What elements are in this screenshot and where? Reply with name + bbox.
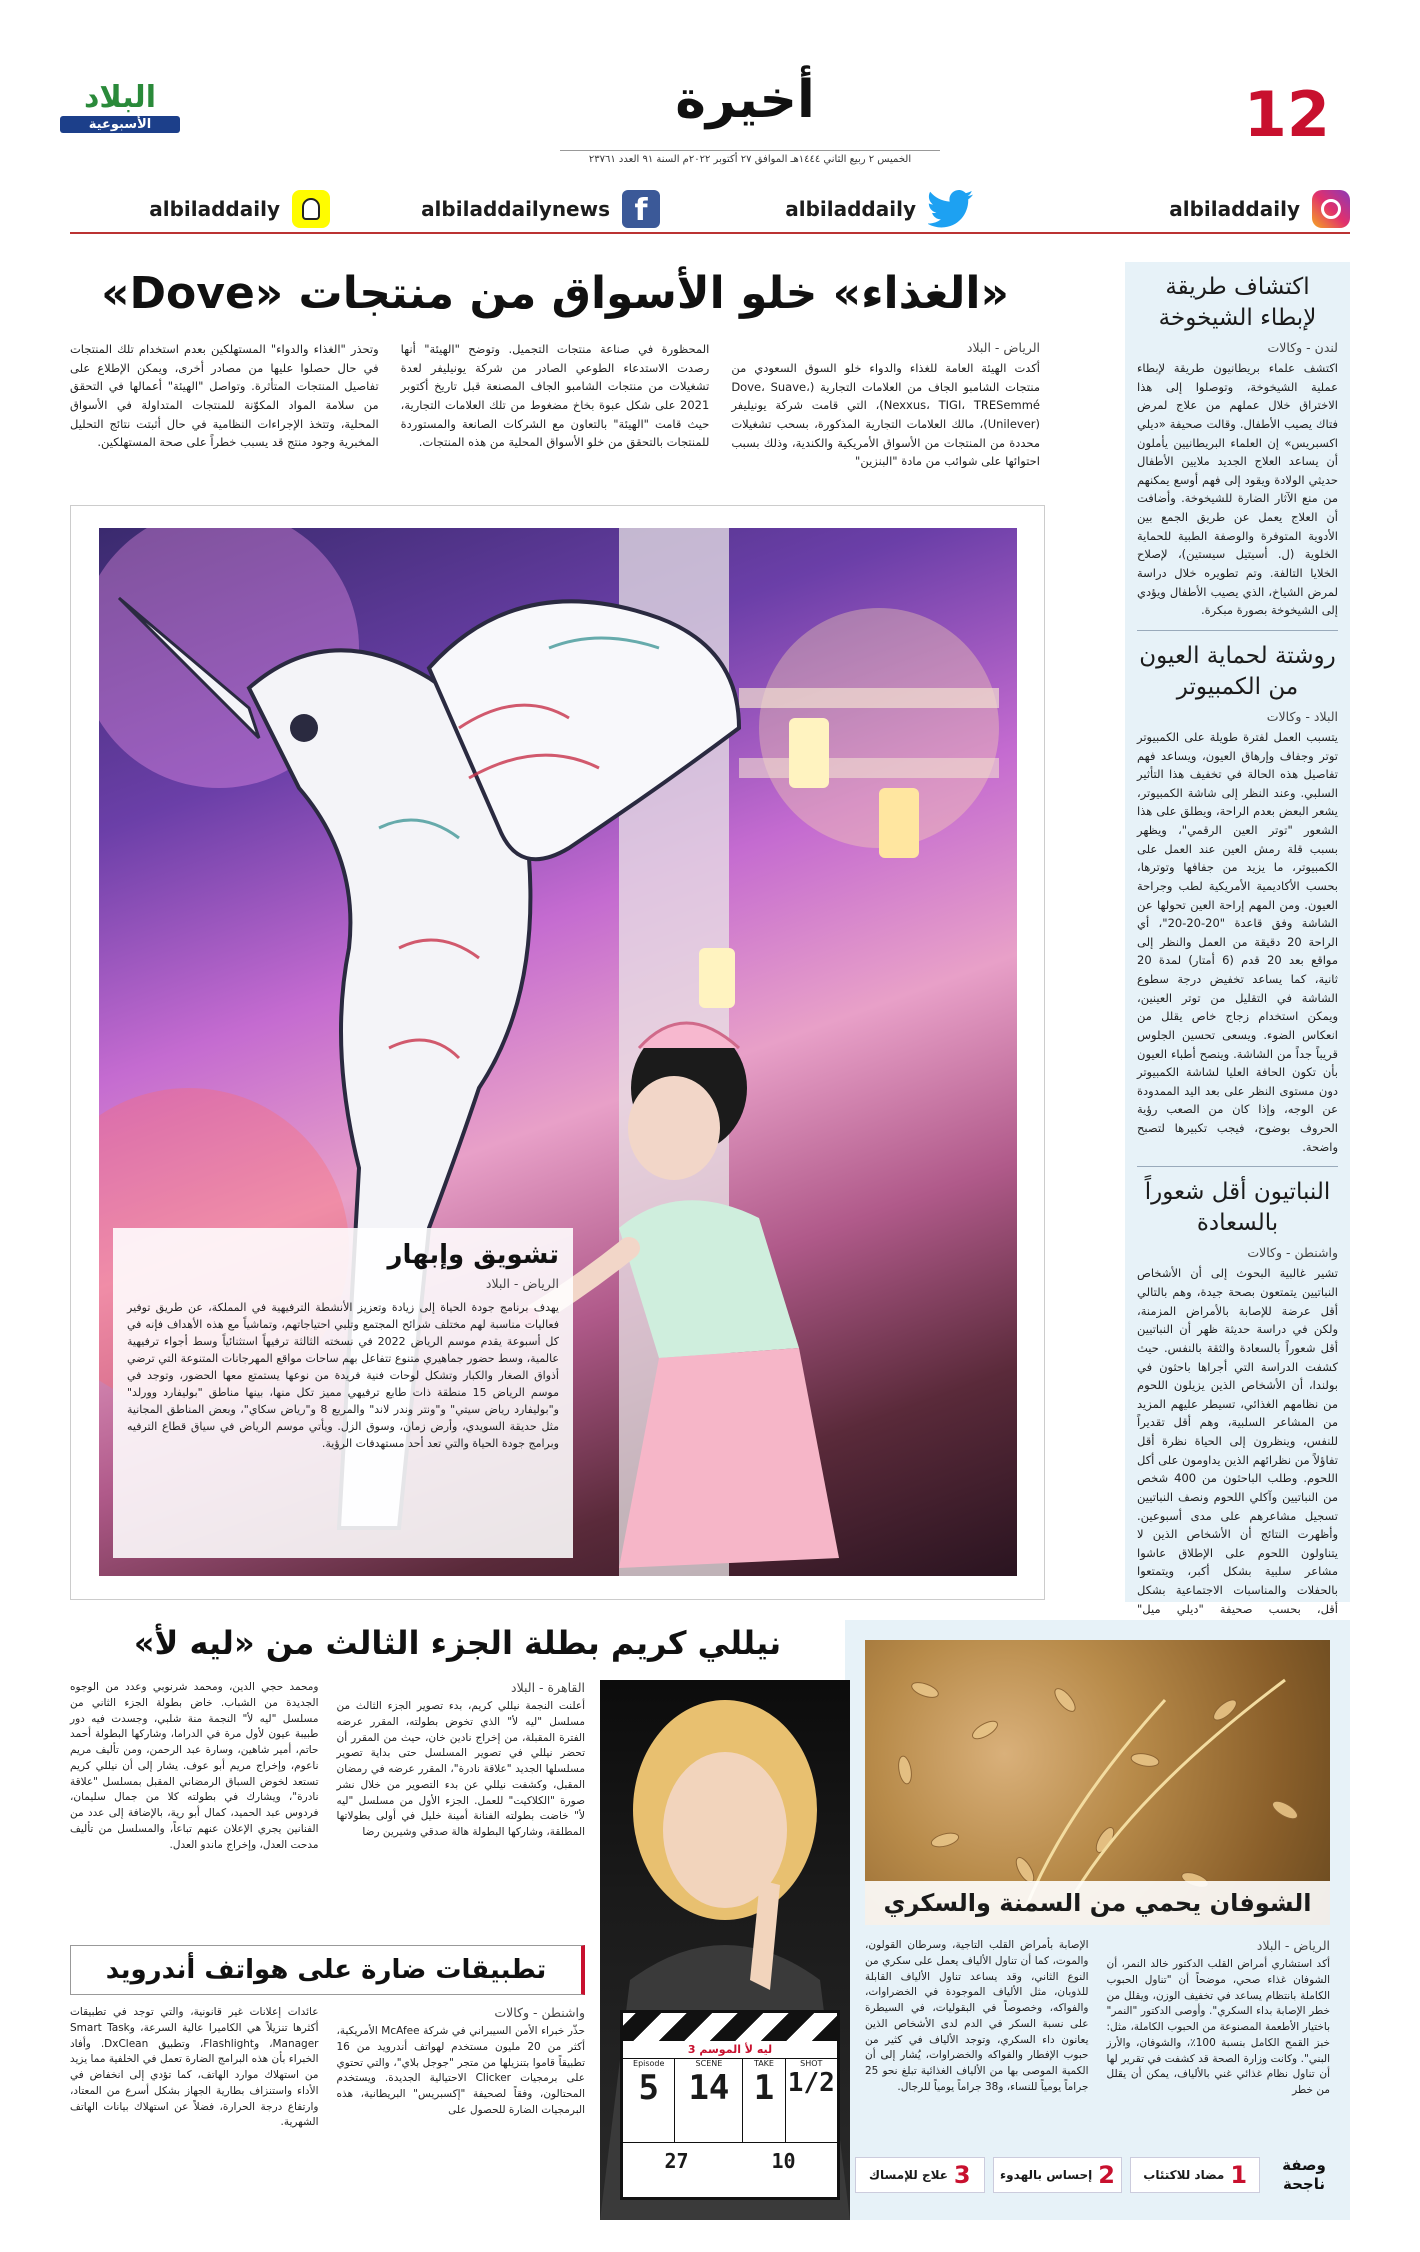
masthead xyxy=(60,70,1360,170)
oats-columns xyxy=(865,1938,1330,2128)
recipe-number: 1 xyxy=(1230,2161,1248,2189)
android-col-1-text: حذّر خبراء الأمن السيبراني في شركة McAfee الأمريكية، أكثر من 20 مليون مستخدم لهواتف أندرويد من 16 تطبيقاً قاموا بتنزيلها من متجر "جوجل بلاي"، والتي تحتوي على برمجيات Clicker الاحتيالية الجديدة. ويستخدم المحتالون، وفقاً لصحيفة "إكسبريس" البريطانية، هذه البرمجيات الضارة للحصول على xyxy=(336,2025,585,2116)
main-byline: الرياض - البلاد xyxy=(966,340,1040,355)
clapper-stripes xyxy=(623,2013,837,2041)
sidebar-body-aging: اكتشف علماء بريطانيون طريقة لإبطاء عملية الشيخوخة، وتوصلوا إلى هذا الاختراق خلال عملهم من علاج لمرض فتاك يصيب الأطفال. وقالت صحيفة «ديلي اكسبريس» إن العلماء البريطانيين يأملون أن يساعد العلاج الجديد ملايين الأطفال حديثي الولادة ويقود إلى فهم أوسع يمكنهم من منع الآثار الضارة للشيخوخة. وأضافت أن العلاج يعمل عن طريق الجمع بين الأدوية المتوفرة والوصفة الطبية للحماية الخلوية (ل. أسيتيل سيستين)، لإصلاح الخلايا التالفة. وتم تطويره خلال دراسة لمرض الشياخ، الذي يصيب الأطفال ويؤدي إلى الشيخوخة بصورة مبكرة. xyxy=(1137,361,1338,618)
oats-col-2-text: الإصابة بأمراض القلب التاجية، وسرطان القولون، والموت، كما أن تناول الألياف يعمل على سكري من النوع الثاني، وقد يساعد تناول الألياف القابلة للذوبان، مثل الألياف الموجودة في الخضراوات، والفواكه، وخصوصاً في البقوليات، في السيطرة على نسبة السكر في الدم لدى الأشخاص الذين يعانون داء السكري، وتوجد الألياف في كثير من حبوب الإفطار والفواكه والخضراوات، يُشار إلى أن الكمية الموصى بها من الألياف الغذائية تبلغ نحو 25 جراماً يومياً للنساء، و38 جراماً يومياً للرجال. xyxy=(865,1939,1089,2093)
android-headline-box xyxy=(70,1945,585,1995)
twitter-handle: albiladdaily xyxy=(785,197,916,221)
facebook-icon: f xyxy=(622,190,660,228)
recipe-text: مضاد للاكتئاب xyxy=(1143,2168,1225,2182)
festival-photo xyxy=(99,528,1017,1576)
android-col-1 xyxy=(337,2005,586,2220)
recipe-label: وصفة ناجحة xyxy=(1282,2155,1326,2193)
clapper-scene: 14 xyxy=(688,2068,730,2108)
android-col-2 xyxy=(70,2005,319,2220)
clapper-shot-label: SHOT xyxy=(800,2059,823,2068)
clapperboard xyxy=(620,2010,840,2200)
oats-headline: الشوفان يحمي من السمنة والسكري xyxy=(865,1881,1330,1925)
main-col-2 xyxy=(401,340,710,490)
clapper-take-label: TAKE xyxy=(753,2059,774,2068)
main-col-2-text: المحظورة في صناعة منتجات التجميل. وتوضح "الهيئة" أنها رصدت الاستدعاء الطوعي الصادر من شركة يونيليفر لعدة تشغيلات من منتجات الشامبو الجاف المصنعة قبل تاريخ أكتوبر 2021 على شكل عبوة بخاخ مضغوط من تلك العلامات التجارية، حيث قامت "الهيئة" بالتعاون مع الشركات الصانعة والمستوردة للمنتجات بالتحقق من خلو الأسواق المحلية من هذه المنتجات. xyxy=(400,342,710,450)
main-col-3-text: وتحذر "الغذاء والدواء" المستهلكين بعدم استخدام تلك المنتجات في حال حصلوا عليها من مصادر أخرى، ويمكن الإطلاع على تفاصيل المنتجات المتأثرة. وتواصل "الهيئة" أعمالها في التحقق من سلامة المواد المكوّنة للمنتجات المتداولة في الأسواق المحلية، وتتخذ الإجراءات النظامية في حال أثبتت نتائج التحليل المخبرية وجود منتج قد يسبب خطراً على صحة المستهلكين. xyxy=(69,342,379,450)
instagram-handle: albiladdaily xyxy=(1169,197,1300,221)
photo-frame xyxy=(70,505,1045,1600)
clapper-grid xyxy=(623,2059,837,2143)
clapper-cell-shot xyxy=(786,2059,837,2142)
main-story-columns xyxy=(70,340,1040,490)
nelly-col-2 xyxy=(70,1680,319,1935)
oats-story xyxy=(845,1620,1350,2220)
sidebar-body-eyes: يتسبب العمل لفترة طويلة على الكمبيوتر توتر وجفاف وإرهاق العيون، ويساعد فهم تفاصيل هذه الحالة في تخفيف هذا التأثير السلبي. وعند النظر إلى شاشة الكمبيوتر، يشعر البعض بعدم الراحة، ويطلق على هذا الشعور "توتر العين الرقمي"، ويظهر بسبب قلة رمش العين عند العمل على الكمبيوتر، ما يزيد من جفافها وتوترها، بحسب الأكاديمية الأمريكية لطب وجراحة العيون. ومن المهم إراحة العين تحولها عن الشاشة وفق قاعدة "20-20-20"، أي الراحة 20 دقيقة من العمل والنظر إلى مواقع بعد 20 قدم (6 أمتار) لمدة 20 ثانية، كما يساعد تخفيض درجة سطوع الشاشة في التقليل من توتر العينين، ويمكن استخدام زجاج خاص يقلل من انعكاس الضوء. ويسعى تحسين الجلوس قريباً جداً من الشاشة. وينصح أطباء العيون بأن تكون الحافة العليا لشاشة الكمبيوتر دون مستوى النظر على بعد اليد الممدودة عن الوجه، وإذا كان من الصعب رؤية الحروف بوضوح، فيجب تكبيرها لتصبح واضحة. xyxy=(1137,729,1339,1154)
sidebar-story-aging xyxy=(1137,272,1338,620)
instagram-icon xyxy=(1312,190,1350,228)
date-line: الخميس ٢ ربيع الثاني ١٤٤٤هـ الموافق ٢٧ أكتوبر ٢٠٢٢م السنة ٩١ العدد ٢٣٧٦١ xyxy=(560,150,940,165)
photo-caption-box xyxy=(113,1228,573,1558)
photo-story-byline: الرياض - البلاد xyxy=(485,1276,559,1291)
nelly-col-2-text: ومحمد حجي الدين، ومحمد شرنوبي وعدد من الوجوه الجديدة من الشباب. خاض بطولة الجزء الثاني من مسلسل "ليه لأ" النجمة منة شلبي، وجسدت فيه دور طبيبة عيون لأول مرة في الدراما، وشاركها البطولة أحمد حاتم، أمير شاهين، وسارة عبد الرحمن، ومن تأليف مريم ناعوم، وإخراج مريم أبو عوف. يشار إلى أن نيللي كريم تستعد لخوض السباق الرمضاني المقبل بمسلسل "علاقة نادرة"، ويشارك في بطولته كلا من جمال سليمان، فردوس عبد الحميد، كمال أبو رية، بالإضافة إلى عدد من الفنانين يجري الإعلان عنهم تباعاً، والمسلسل من تأليف مدحت العدل، وإخراج ماندو العدل. xyxy=(70,1681,319,1851)
clapper-show: ليه لأ الموسم 3 xyxy=(623,2041,837,2059)
oats-byline: الرياض - البلاد xyxy=(1256,1938,1330,1953)
clapper-cell-episode xyxy=(623,2059,675,2142)
oats-col-2 xyxy=(865,1938,1089,2128)
facebook-handle: albiladdailynews xyxy=(421,197,610,221)
nelly-byline: القاهرة - البلاد xyxy=(511,1680,585,1695)
social-facebook[interactable] xyxy=(370,190,660,228)
recipe-item xyxy=(855,2157,985,2193)
sidebar-byline-eyes: البلاد - وكالات xyxy=(1266,708,1338,724)
main-headline: «الغذاء» خلو الأسواق من منتجات «Dove» xyxy=(101,268,1009,319)
clapper-episode-label: Episode xyxy=(633,2059,665,2068)
clapper-shot: 1/2 xyxy=(787,2068,835,2098)
nelly-col-1-text: أعلنت النجمة نيللي كريم، بدء تصوير الجزء الثالث من مسلسل "ليه لأ" الذي تخوض بطولته، المقرر عرضه الفترة المقبلة، من إخراج نادين خان، حيث من المقرر أن تحضر نيللي في تصوير المسلسل حتى بداية تصوير مسلسلها الجديد "علاقة نادرة"، المقرر عرضه في رمضان المقبل، وكشفت نيللي عن بدء التصوير من خلال نشر صورة "الكلاكيت" للعمل. الجزء الأول من مسلسل "ليه لأ" خاضت بطولته الفنانة أمينة خليل في أولى بطولاتها المطلقة، وشاركها البطولة هالة صدقي وشيرين رضا xyxy=(336,1700,585,1838)
recipe-number: 2 xyxy=(1098,2161,1115,2189)
recipe-item xyxy=(1130,2157,1260,2193)
clapper-cell-take xyxy=(743,2059,785,2142)
photo-story-body: يهدف برنامج جودة الحياة إلى زيادة وتعزيز الأنشطة الترفيهية في المملكة، عن طريق توفير فعاليات مناسبة لهم مختلف شرائح المجتمع وتلبي احتياجاتهم، وتماشياً مع هذه الأهداف فإنه في كل أسبوعة يقدم موسم الرياض 2022 في نسخته الثالثة ترفيهاً استثنائياً وسط أجواء ترفيهية عالمية، وسط حضور جماهيري متنوع تتفاعل بهم ساحات مواقع المهرجانات المتنوعة التي ترضي أذواق الصغار والكبار وتشكل لوحات فنية فريدة من نوعها يستمتع معها الحضور، وتوجد في موسم الرياض 15 منطقة ذات طابع ترفيهي مميز تكل منها، بينها مناطق "بوليفارد وورلد" و"بوليفارد رياض سيتي" و"ونتر وندر لاند" والمربع 8 و"رياض سكاي"، وبعض المناطق المجانية مثل حديقة السويدي، وأرض زمان، وسوق الزل. ويأتي موسم الرياض في سياق قطاع الترفيه وبرامج جودة الحياة والتي تعد أحد مستهدفات الرؤية. xyxy=(127,1301,559,1451)
section-title: أخيرة xyxy=(675,70,815,130)
photo-story-title: تشويق وإبهار xyxy=(387,1240,559,1270)
sidebar-title-eyes: روشتة لحماية العيون من الكمبيوتر xyxy=(1139,642,1336,700)
clapper-cell-scene xyxy=(675,2059,743,2142)
brand-name: البلاد xyxy=(84,80,156,115)
page-number: 12 xyxy=(1243,78,1330,151)
sidebar-story-vegan xyxy=(1137,1177,1338,1637)
main-col-3 xyxy=(70,340,379,490)
android-columns xyxy=(70,2005,585,2220)
clapper-take: 1 xyxy=(753,2068,775,2108)
android-headline: تطبيقات ضارة على هواتف أندرويد xyxy=(105,1955,547,1985)
twitter-icon xyxy=(928,190,980,228)
clapper-date: 27 xyxy=(664,2149,689,2173)
recipe-text: علاج للإمساك xyxy=(869,2168,948,2182)
oats-photo xyxy=(865,1640,1330,1925)
brand-subtitle: الأسبوعية xyxy=(60,116,180,133)
recipe-text: إحساس بالهدوء xyxy=(1000,2168,1093,2182)
sidebar-body-vegan: تشير غالبية البحوث إلى أن الأشخاص النباتيين يتمتعون بصحة جيدة، وهم بالتالي أقل عرضة للإصابة بالأمراض المزمنة، ولكن في دراسة حديثة ظهر أن النباتيين أقل شعوراً بالسعادة والثقة بالنفس. حيث كشفت الدراسة التي أجراها باحثون في بولندا، أن الأشخاص الذين يزيلون اللحوم من نظامهم الغذائي، تسيطر عليهم المزيد من المشاعر السلبية، وهم أقل تقديراً للنفس، وينظرون إلى الحياة نظرة أقل تفاؤلاً من نظرائهم الذين يداومون على أكل اللحوم. وطلب الباحثون من 400 شخص من النباتيين وآكلي اللحوم ونصف النباتيين تسجيل مشاعرهم على مدى أسبوعين. وأظهرت النتائج أن الأشخاص الذين لا يتناولون اللحوم على الإطلاق عاشوا مشاعر سلبية بشكل أكبر، ويتمتعوا بالحفلات والمناسبات الاجتماعية بشكل أقل، بحسب صحيفة "ديلي ميل" xyxy=(1137,1266,1338,1616)
android-col-2-text: عائدات إعلانات غير قانونية، والتي توجد في تطبيقات أكثرها تنزيلاً هي الكاميرا عالية السرعة، وSmart Task Manager، وFlashlight، وتطبيق DxClean. وأفاد الخبراء بأن هذه البرامج الضارة تعمل في الخلفية مما يزيد من استهلاك موارد الهاتف، كما تؤدي إلى انخفاض في الأداء واستنزاف بطارية الجهاز بشكل أسرع من المعتاد، وارتفاع درجة الحرارة، فضلاً عن استهلاك بيانات الهاتف الشهرية. xyxy=(70,2006,319,2129)
nelly-photo xyxy=(600,1680,850,2220)
social-bar xyxy=(70,190,1350,234)
clapper-scene-label: SCENE xyxy=(695,2059,723,2068)
sidebar-byline-aging: لندن - وكالات xyxy=(1267,340,1338,356)
oats-col-1-text: أكد استشاري أمراض القلب الدكتور خالد النمر، أن الشوفان غذاء صحي، موضحاً أن "تناول الحبوب الكاملة بانتظام يساعد في تخفيف الوزن، ويقلل من خطر الإصابة بداء السكري". وأوصى الدكتور "النمر" باختيار الأطعمة المصنوعة من الحبوب الكاملة، مثل: خبز القمح الكامل بنسبة 100٪، والشوفان، والأرز البني". وكانت وزارة الصحة قد كشفت في تقرير لها أن تناول نظام غذائي غني بالألياف، يمكن أن يقلل من خطر xyxy=(1106,1958,1330,2096)
sidebar-story-eyes xyxy=(1137,641,1338,1156)
social-twitter[interactable] xyxy=(720,190,980,228)
social-instagram[interactable] xyxy=(1050,190,1350,228)
oats-col-1 xyxy=(1107,1938,1331,2128)
recipe-item xyxy=(993,2157,1123,2193)
snapchat-icon xyxy=(292,190,330,228)
brand-logo[interactable] xyxy=(60,80,180,150)
sidebar-divider xyxy=(1137,630,1338,631)
clapper-roll: 10 xyxy=(771,2149,796,2173)
sidebar-title-aging: اكتشاف طريقة لإبطاء الشيخوخة xyxy=(1158,274,1317,332)
clapper-episode: 5 xyxy=(638,2068,659,2108)
android-byline: واشنطن - وكالات xyxy=(494,2005,585,2020)
social-divider xyxy=(70,232,1350,234)
social-snapchat[interactable] xyxy=(70,190,330,228)
snapchat-handle: albiladdaily xyxy=(149,197,280,221)
nelly-columns xyxy=(70,1680,585,1935)
recipe-bar xyxy=(845,2140,1350,2210)
main-col-1 xyxy=(731,340,1040,490)
sidebar-byline-vegan: واشنطن - وكالات xyxy=(1247,1245,1338,1261)
nelly-col-1 xyxy=(337,1680,586,1935)
sidebar-divider xyxy=(1137,1166,1338,1167)
sidebar-title-vegan: النباتيون أقل شعوراً بالسعادة xyxy=(1144,1179,1331,1237)
main-col-1-text: أكدت الهيئة العامة للغذاء والدواء خلو السوق السعودي من منتجات الشامبو الجاف من العلامات التجارية (Dove، Suave، Nexxus، TIGI، TRESemmé)، التي قامت شركة يونيليفر (Unilever)، مالك العلامات التجارية المذكورة، بسحب تشغيلات محددة من المنتجات من الأسواق الأمريكية والكندية، وذلك بسبب احتوائها على شوائب من مادة "البنزين" xyxy=(731,361,1040,469)
clapper-footer xyxy=(623,2143,837,2173)
recipe-number: 3 xyxy=(953,2161,971,2189)
sidebar xyxy=(1125,262,1350,1616)
nelly-headline: نيللي كريم بطلة الجزء الثالث من «ليه لأ» xyxy=(133,1624,782,1662)
